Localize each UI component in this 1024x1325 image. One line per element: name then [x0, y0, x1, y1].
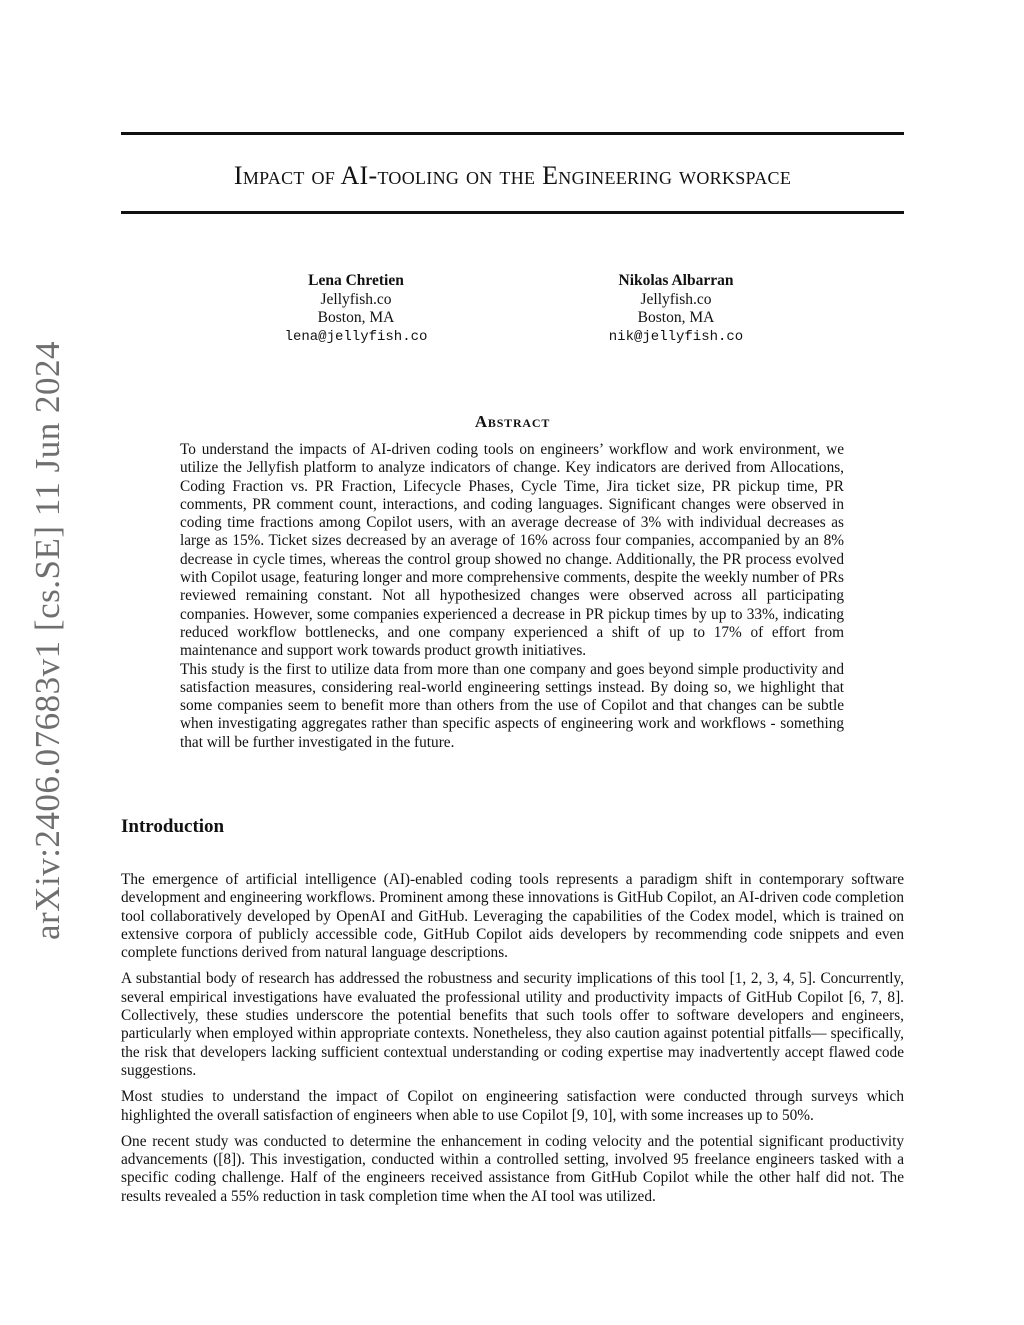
- title-bottom-rule: [121, 211, 904, 214]
- author-block: [226, 272, 486, 346]
- author-email: lena@jellyfish.co: [284, 328, 428, 345]
- author-affiliation: Jellyfish.co: [320, 290, 392, 308]
- introduction-paragraph: Most studies to understand the impact of Copilot on engineering satisfaction were conducted through surveys which highlighted the overall satisfaction of engineers when able to use Copilot [9, 10], with some increases up to 50%.: [121, 1088, 904, 1124]
- author-affiliation: Jellyfish.co: [640, 290, 712, 308]
- introduction-paragraph: A substantial body of research has addressed the robustness and security implications of this tool [1, 2, 3, 4, 5]. Concurrently, several empirical investigations have evaluated the professional utility and productivity impacts of GitHub Copilot [6, 7, 8]. Collectively, these studies underscore the potential benefits that such tools offer to software developers and engineers, particularly when employed within appropriate contexts. Nonetheless, they also caution against potential pitfalls— specifically, the risk that developers lacking sufficient contextual understanding or coding expertise may inadvertently accept flawed code suggestions.: [121, 970, 904, 1079]
- paper-title: Impact of AI-tooling on the Engineering workspace: [233, 161, 792, 190]
- abstract-paragraph: To understand the impacts of AI-driven coding tools on engineers’ workflow and work environment, we utilize the Jellyfish platform to analyze indicators of change. Key indicators are derived from Allocations, Coding Fraction vs. PR Fraction, Lifecycle Phases, Cycle Time, Jira ticket size, PR pickup time, PR comments, PR comment count, interactions, and coding languages. Significant changes were observed in coding time fractions among Copilot users, with an average decrease of 3% with individual decreases as large as 15%. Ticket sizes decreased by an average of 16% across four companies, accompanied by an 8% decrease in cycle times, whereas the control group showed no change. Additionally, the PR process evolved with Copilot usage, featuring longer and more comprehensive comments, despite the weekly number of PRs reviewed remaining constant. Not all hypothesized changes were observed across all participating companies. However, some companies experienced a decrease in PR pickup times by up to 33%, indicating reduced workflow bottlenecks, and one company experienced a shift of up to 17% of effort from maintenance and support work towards product growth initiatives.: [180, 441, 844, 660]
- abstract-body: [180, 441, 844, 752]
- author-name: Lena Chretien: [308, 272, 404, 289]
- introduction-heading: Introduction: [121, 816, 225, 837]
- abstract-heading: Abstract: [474, 412, 551, 431]
- introduction-paragraph: One recent study was conducted to determine the enhancement in coding velocity and the potential significant productivity advancements ([8]). This investigation, conducted within a controlled setting, involved 95 freelance engineers tasked with a specific coding challenge. Half of the engineers received assistance from GitHub Copilot while the other half did not. The results revealed a 55% reduction in task completion time when the AI tool was utilized.: [121, 1132, 904, 1205]
- introduction-body: [121, 871, 904, 1214]
- introduction-paragraph: The emergence of artificial intelligence (AI)-enabled coding tools represents a paradigm shift in contemporary software development and engineering workflows. Prominent among these innovations is GitHub Copilot, an AI-driven code completion tool collaboratively developed by OpenAI and GitHub. Leveraging the capabilities of the Codex model, which is trained on extensive corpora of publicly accessible code, GitHub Copilot aids developers by recommending code snippets and even complete functions derived from natural language descriptions.: [121, 871, 904, 962]
- abstract-paragraph: This study is the first to utilize data from more than one company and goes beyond simple productivity and satisfaction measures, considering real-world engineering settings instead. By doing so, we highlight that some companies seem to benefit more than others from the use of Copilot and that changes can be subtle when investigating aggregates rather than specific aspects of engineering work and workflows - something that will be further investigated in the future.: [180, 660, 844, 751]
- author-block: [546, 272, 806, 346]
- author-location: Boston, MA: [637, 309, 715, 326]
- arxiv-identifier: arXiv:2406.07683v1 [cs.SE] 11 Jun 2024: [28, 340, 67, 940]
- title-top-rule: [121, 132, 904, 135]
- author-name: Nikolas Albarran: [618, 272, 734, 289]
- author-email: nik@jellyfish.co: [608, 328, 744, 345]
- author-location: Boston, MA: [317, 309, 395, 326]
